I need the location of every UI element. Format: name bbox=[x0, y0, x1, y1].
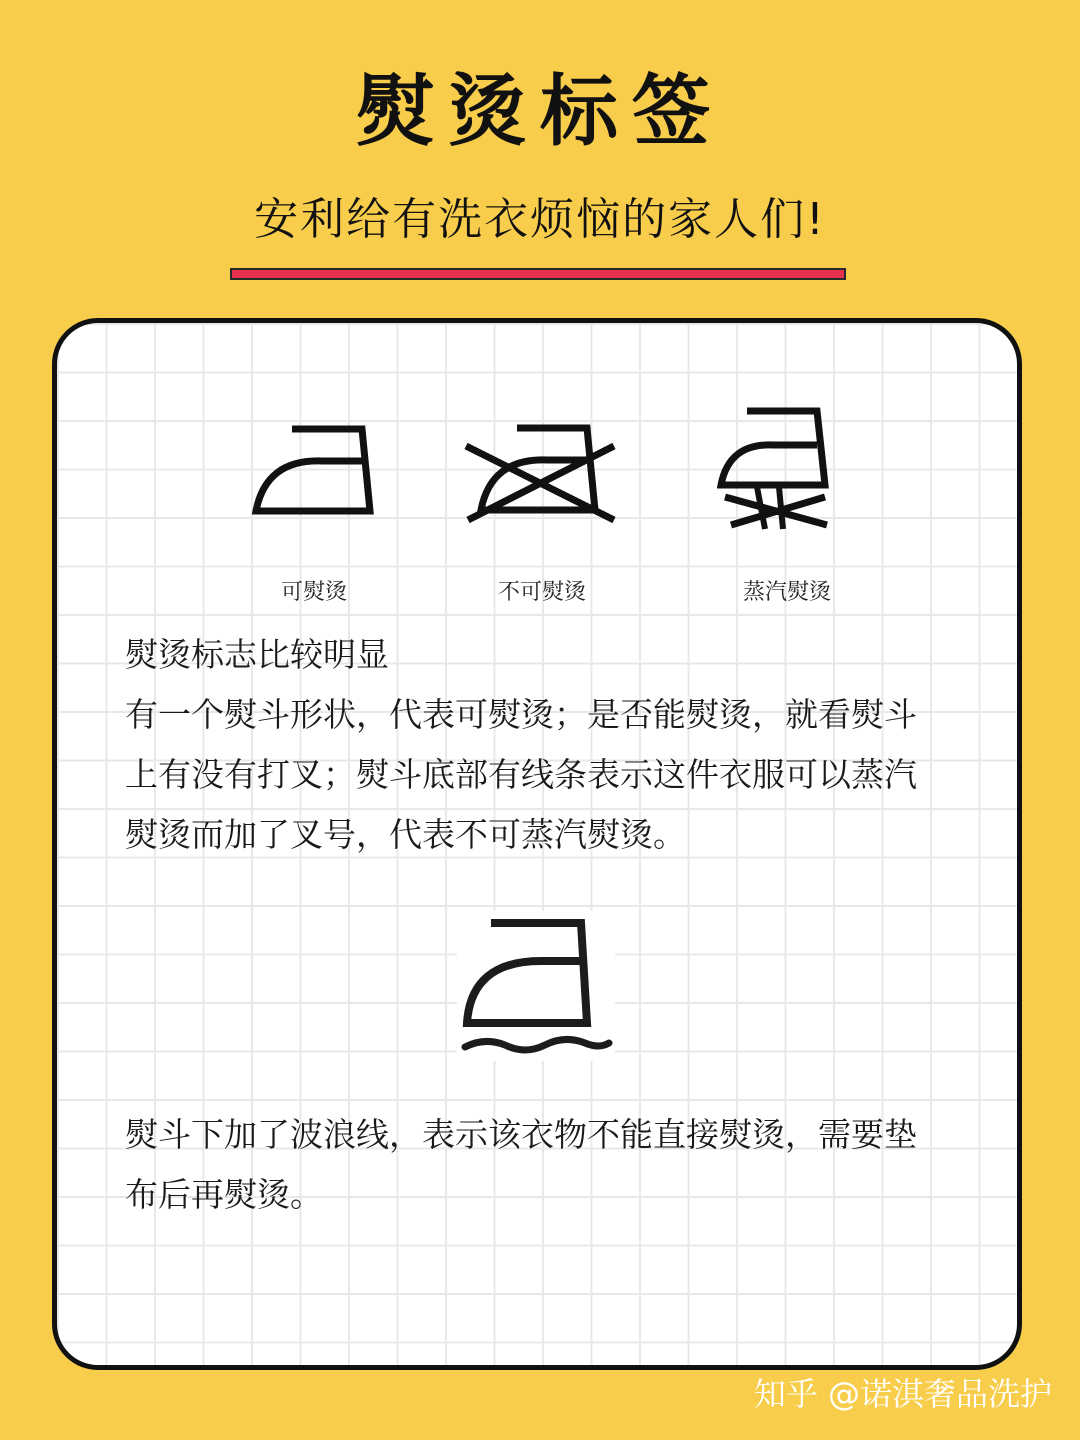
symbol-label-ironable: 可熨烫 bbox=[280, 580, 347, 605]
symbol-label-not-ironable: 不可熨烫 bbox=[497, 580, 586, 605]
iron-crossed-icon bbox=[462, 418, 622, 528]
symbol-label-steam-iron: 蒸汽熨烫 bbox=[742, 580, 831, 605]
wave-symbol-box bbox=[457, 911, 615, 1061]
iron-icon bbox=[252, 423, 382, 523]
iron-wave-icon bbox=[457, 911, 615, 1061]
iron-steam-crossed-icon bbox=[717, 405, 837, 535]
wave-description: 熨斗下加了波浪线，表示该衣物不能直接熨烫，需要垫布后再熨烫。 bbox=[125, 1115, 917, 1214]
description-body: 有一个熨斗形状，代表可熨烫；是否能熨烫，就看熨斗上有没有打叉；熨斗底部有线条表示这件衣服可以蒸汽熨烫而加了叉号，代表不可蒸汽熨烫。 bbox=[125, 695, 917, 854]
title-underline bbox=[230, 268, 846, 280]
content-card bbox=[52, 318, 1022, 1370]
description-heading: 熨烫标志比较明显 bbox=[125, 635, 389, 674]
page-subtitle: 安利给有洗衣烦恼的家人们! bbox=[254, 194, 826, 245]
watermark: 知乎 @诺淇奢品洗护 bbox=[753, 1375, 1052, 1413]
page-title: 熨烫标签 bbox=[355, 67, 724, 157]
